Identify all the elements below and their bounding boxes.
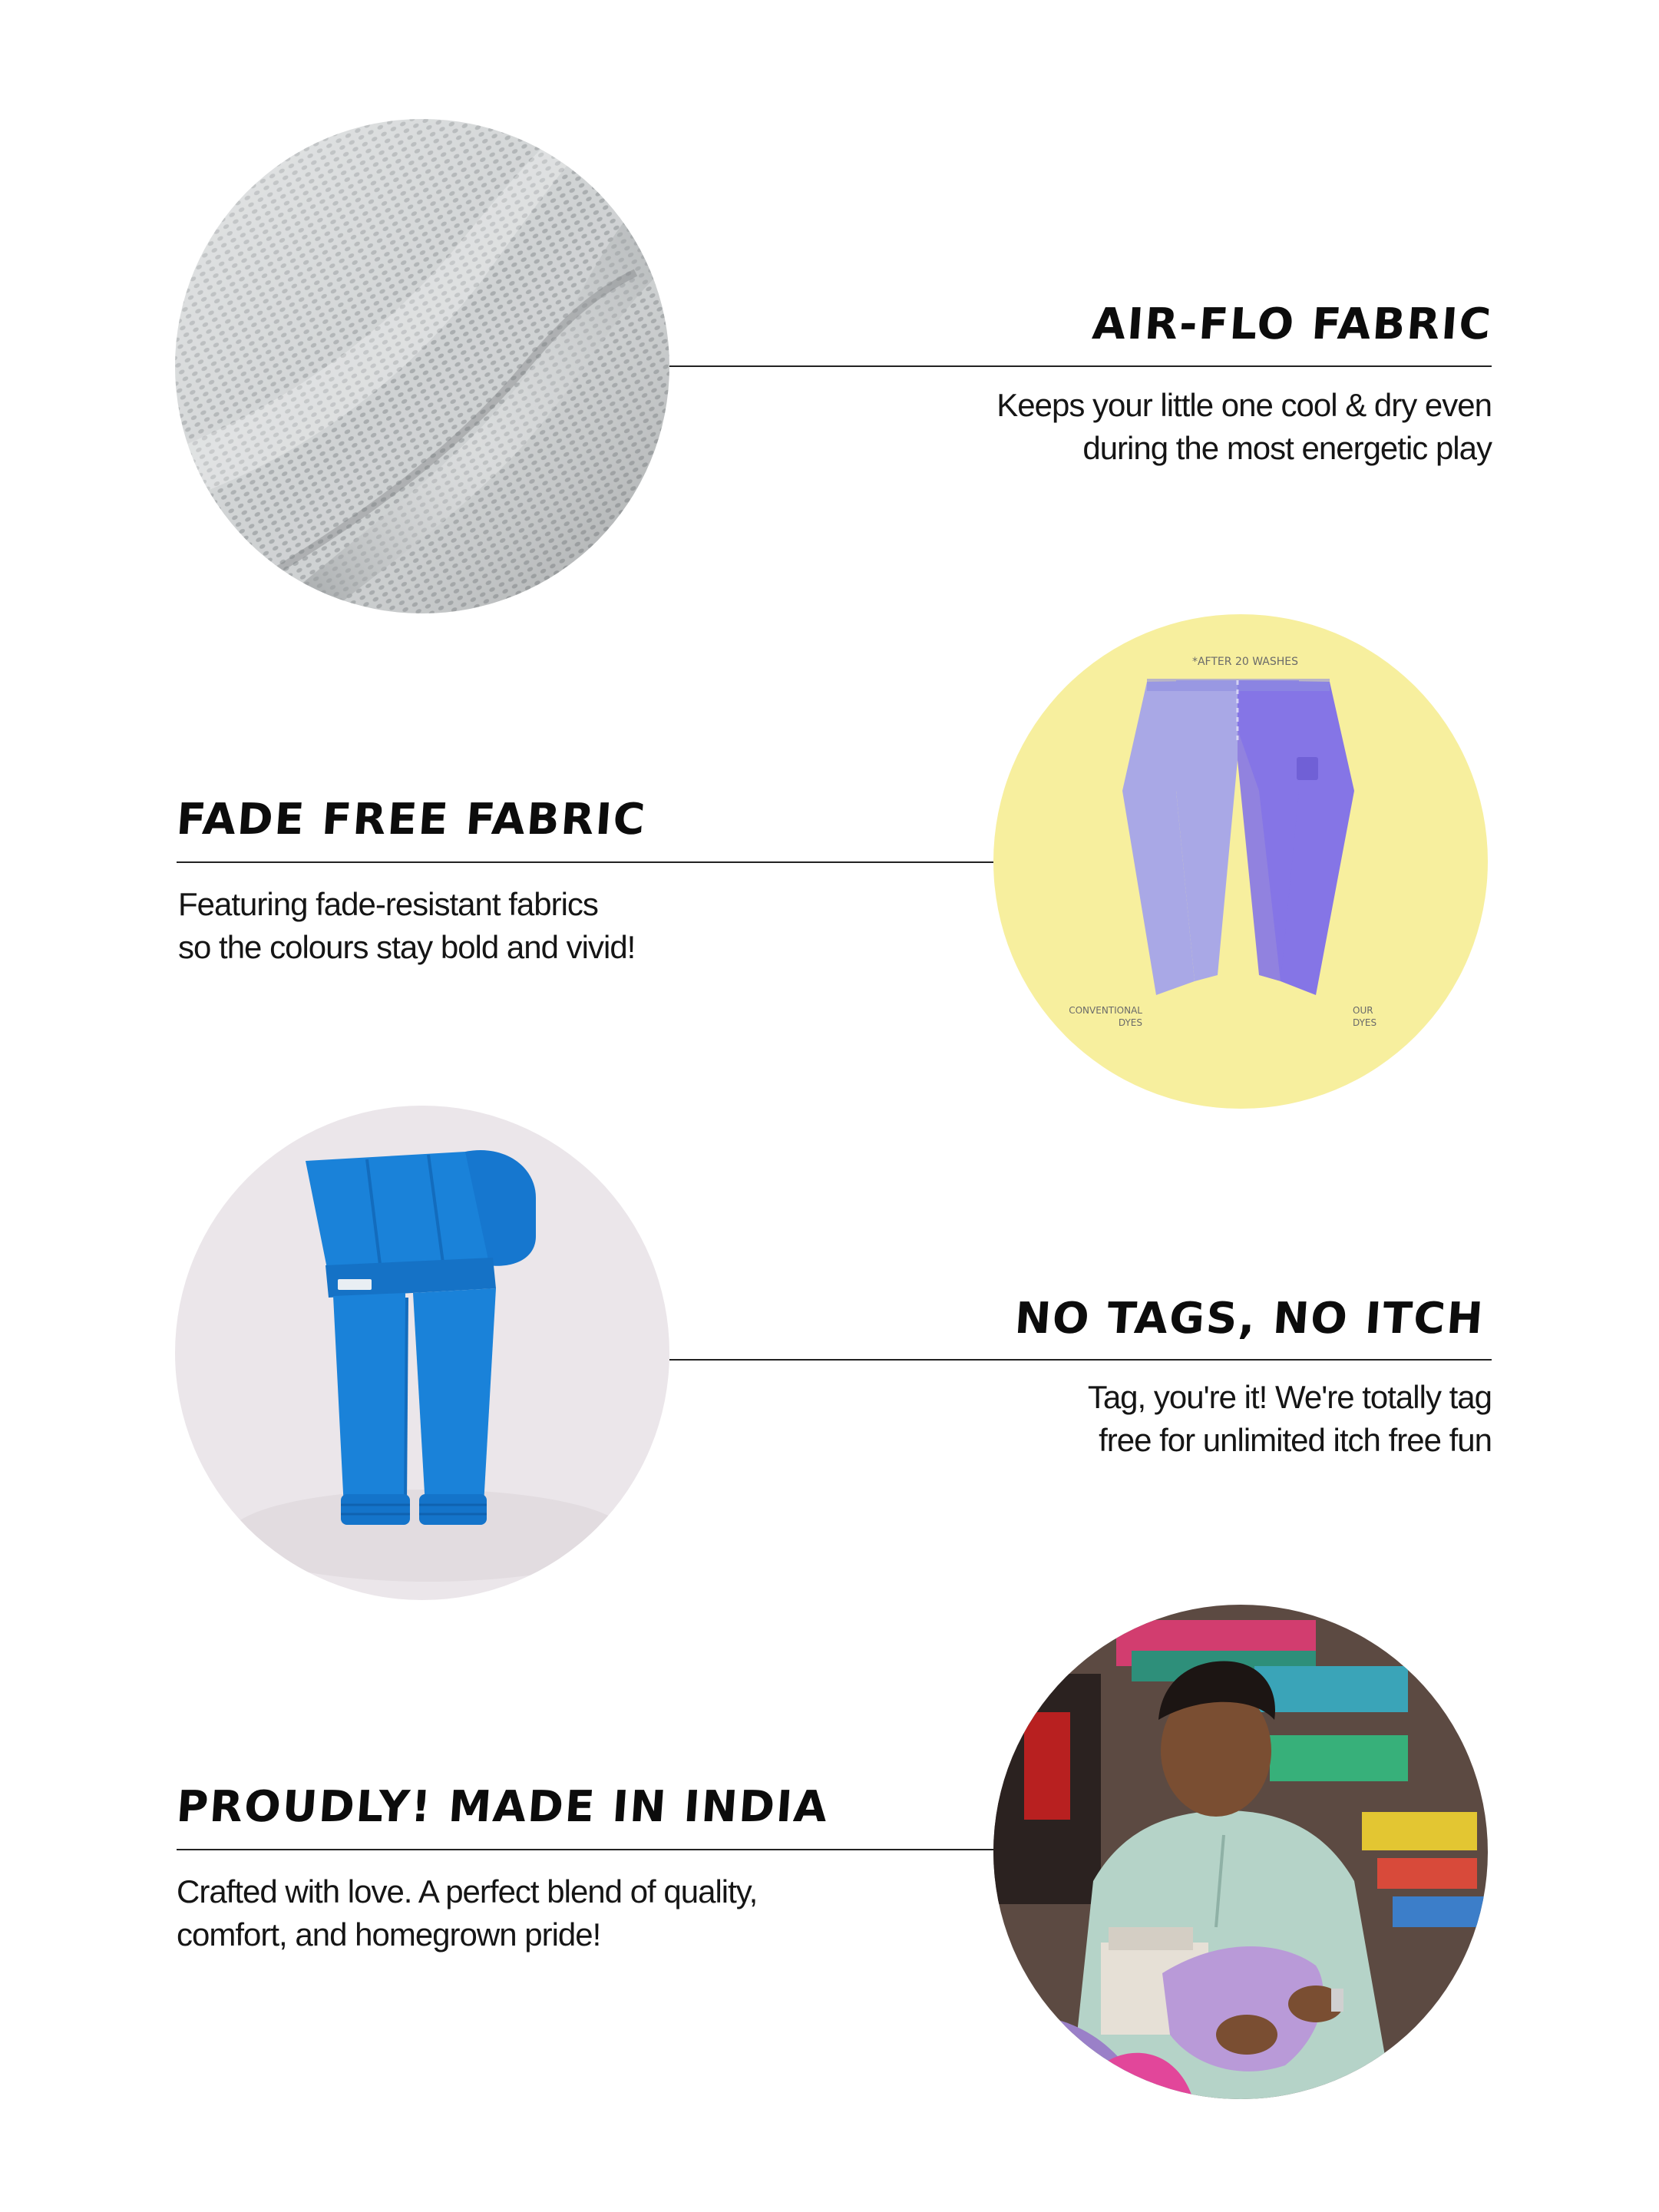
feature-title: AIR-FLO FABRIC (1090, 299, 1494, 349)
description-line: Keeps your little one cool & dry even (996, 387, 1492, 423)
caption-our-dyes: DYES (1353, 1017, 1377, 1028)
tagless-romper-image (175, 1106, 669, 1600)
tailor-photo (993, 1605, 1488, 2099)
divider-line (669, 365, 1492, 367)
feature-title: NO TAGS, NO ITCH (1013, 1294, 1486, 1344)
feature-description (177, 1870, 868, 1956)
description-line: during the most energetic play (1082, 430, 1492, 466)
feature-description (178, 883, 869, 969)
feature-description (801, 384, 1492, 470)
description-line: free for unlimited itch free fun (1099, 1422, 1492, 1458)
caption-our: OUR (1353, 1005, 1373, 1016)
caption-after-washes: *AFTER 20 WASHES (1191, 656, 1299, 668)
feature-description (801, 1376, 1492, 1462)
divider-line (177, 1849, 993, 1850)
feature-made-in-india (0, 1605, 1659, 2111)
caption-conventional-dyes: DYES (1118, 1017, 1142, 1028)
description-line: comfort, and homegrown pride! (177, 1916, 601, 1952)
divider-line (669, 1359, 1492, 1361)
feature-title: FADE FREE FABRIC (174, 795, 648, 845)
caption-conventional: CONVENTIONAL (1069, 1005, 1142, 1016)
feature-air-flo (0, 115, 1659, 622)
description-line: Tag, you're it! We're totally tag (1087, 1379, 1492, 1415)
description-line: so the colours stay bold and vivid! (178, 929, 636, 965)
fade-comparison-image (993, 614, 1488, 1109)
description-line: Featuring fade-resistant fabrics (178, 886, 598, 922)
air-flo-fabric-image (175, 119, 669, 613)
feature-title: PROUDLY! MADE IN INDIA (174, 1782, 831, 1832)
feature-fade-free (0, 614, 1659, 1121)
description-line: Crafted with love. A perfect blend of quality, (177, 1873, 758, 1909)
divider-line (177, 861, 993, 863)
feature-no-tags (0, 1106, 1659, 1612)
